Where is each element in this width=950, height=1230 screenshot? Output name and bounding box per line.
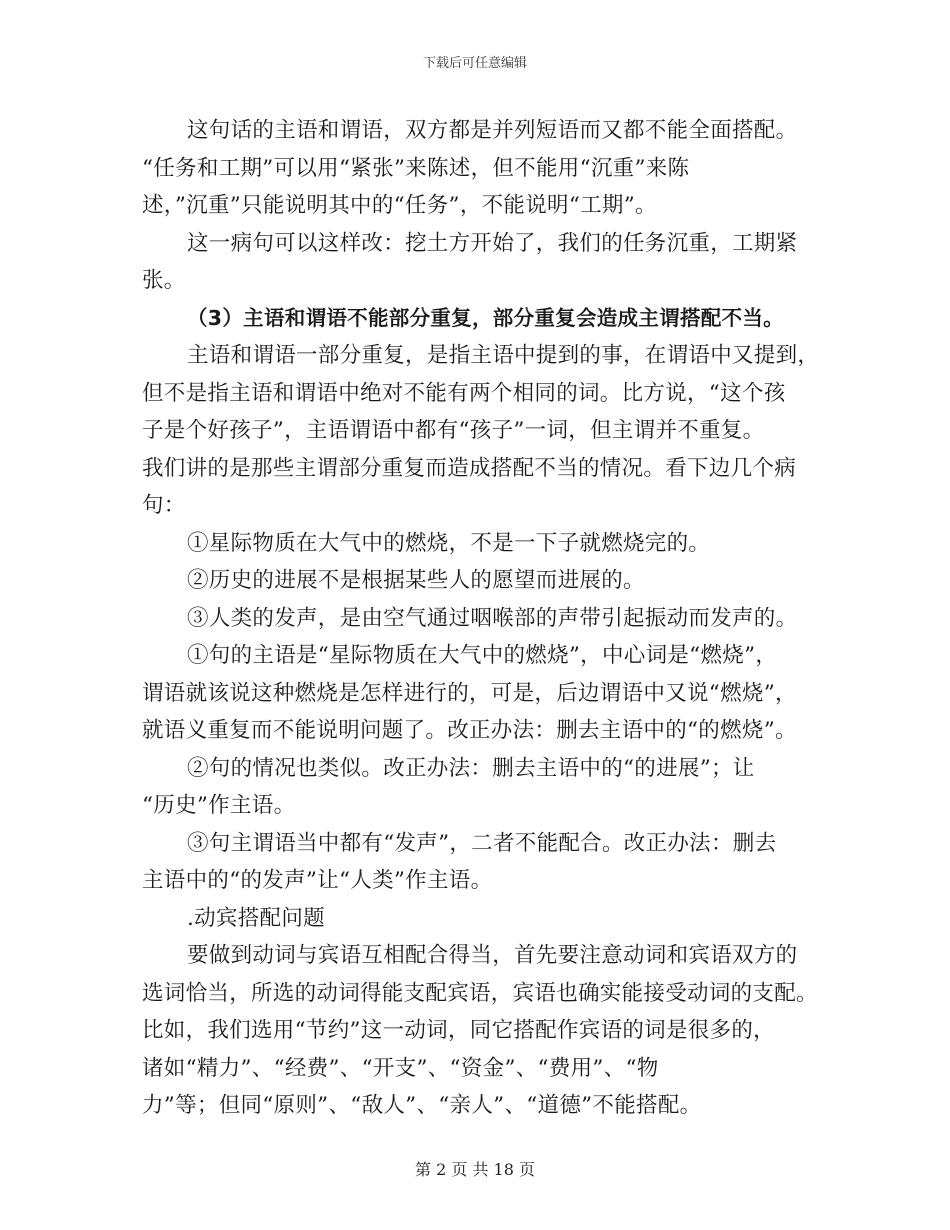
paragraph-line: “历史”作主语。 bbox=[142, 793, 296, 818]
paragraph-line: 述，”沉重”只能说明其中的“任务”，不能说明“工期”。 bbox=[142, 193, 657, 218]
paragraph-line: 但不是指主语和谓语中绝对不能有两个相同的词。比方说，“这个孩 bbox=[142, 380, 786, 406]
paragraph-line: 就语义重复而不能说明问题了。改正办法：删去主语中的“的燃烧”。 bbox=[142, 718, 797, 743]
paragraph-line: 主语和谓语一部分重复，是指主语中提到的事，在谓语中又提到， bbox=[187, 343, 820, 368]
paragraph-line: 比如，我们选用“节约”这一动词，同它搭配作宾语的词是很多的， bbox=[142, 1018, 775, 1043]
paragraph-line: ②句的情况也类似。改正办法：删去主语中的“的进展”；让 bbox=[187, 755, 755, 781]
paragraph-line: ①句的主语是“星际物质在大气中的燃烧”，中心词是“燃烧”， bbox=[187, 643, 778, 668]
page-footer: 第 2 页 共 18 页 bbox=[415, 1160, 535, 1179]
document-body bbox=[142, 112, 820, 1125]
subsection-title: .动宾搭配问题 bbox=[187, 905, 325, 931]
paragraph-line: 这句话的主语和谓语，双方都是并列短语而又都不能全面搭配。 bbox=[187, 118, 798, 143]
example-sentence: ③人类的发声，是由空气通过咽喉部的声带引起振动而发声的。 bbox=[187, 605, 798, 631]
paragraph-line: “任务和工期”可以用“紧张”来陈述，但不能用“沉重”来陈 bbox=[142, 155, 690, 181]
section-heading: （3）主语和谓语不能部分重复，部分重复会造成主谓搭配不当。 bbox=[187, 305, 784, 330]
paragraph-line: 诸如“精力”、“经费”、“开支”、“资金”、“费用”、“物 bbox=[142, 1055, 659, 1081]
paragraph-line: ③句主谓语当中都有“发声”，二者不能配合。改正办法：删去 bbox=[187, 830, 777, 856]
paragraph-line: 句： bbox=[142, 493, 186, 518]
paragraph-line: 我们讲的是那些主谓部分重复而造成搭配不当的情况。看下边几个病 bbox=[142, 455, 797, 481]
paragraph-line: 要做到动词与宾语互相配合得当，首先要注意动词和宾语双方的 bbox=[187, 943, 798, 968]
example-sentence: ①星际物质在大气中的燃烧，不是一下子就燃烧完的。 bbox=[187, 530, 711, 556]
paragraph-line: 这一病句可以这样改：挖土方开始了，我们的任务沉重，工期紧 bbox=[187, 230, 798, 256]
example-sentence: ②历史的进展不是根据某些人的愿望而进展的。 bbox=[187, 568, 645, 593]
paragraph-line: 主语中的“的发声”让“人类”作主语。 bbox=[142, 868, 493, 893]
paragraph-line: 子是个好孩子”，主语谓语中都有“孩子”一词，但主谓并不重复。 bbox=[142, 418, 765, 443]
page-header: 下载后可任意编辑 bbox=[422, 56, 527, 71]
paragraph-line: 选词恰当，所选的动词得能支配宾语，宾语也确实能接受动词的支配。 bbox=[142, 980, 818, 1006]
paragraph-line: 谓语就该说这种燃烧是怎样进行的，可是，后边谓语中又说“燃烧”， bbox=[142, 680, 797, 706]
paragraph-line: 张。 bbox=[142, 268, 186, 293]
paragraph-line: 力”等；但同“原则”、“敌人”、“亲人”、“道德”不能搭配。 bbox=[142, 1093, 702, 1118]
